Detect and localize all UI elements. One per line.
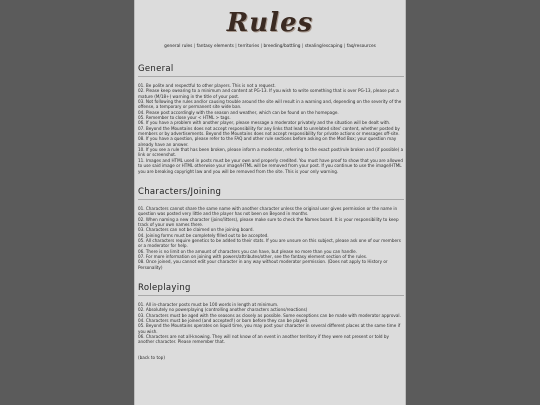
rules-nav	[139, 44, 401, 49]
rule-item: 04. Characters must be joined (and accepted!) or born before they can be played.	[138, 318, 309, 323]
nav-faq-resources[interactable]: faq/resources	[346, 44, 376, 49]
section-divider	[138, 76, 404, 77]
rule-item: 06. Characters are not all-knowing. They will not know of an event in another territory if they were not present or told by another character. Please remember that.	[138, 334, 389, 345]
rule-item: 03. Characters must be aged with the seasons as closely as possible. Some exceptions can be made with moderator approval.	[138, 312, 401, 318]
rule-item: 11. Images and HTML used in posts must be your own and properly credited. You must have proof to show that you are allowed to use said image or HTML otherwise your image/HTML will be removed from your post. If you continue to use the image/HTML you are breaking copyright law and you will be removed from the site. This is your only warning.	[138, 157, 403, 174]
section-roleplaying	[138, 281, 404, 345]
nav-stealing-escaping[interactable]: stealing/escaping	[304, 44, 343, 49]
rule-item: 08. If you have a question, please refer to the FAQ and other rule sections before asking on the Mod Box; your question may already have an answer.	[138, 136, 397, 147]
rule-item: 02. When naming a new character (joins/litters), please make sure to check the Names board. It is your responsibility to keep track of your own names there.	[138, 216, 399, 227]
section-title-general: General	[138, 64, 174, 74]
rule-item: 01. All in-character posts must be 100 words in length at minimum.	[138, 301, 279, 307]
section-characters-joining	[138, 185, 404, 270]
rule-item: 01. Characters cannot share the same name with another character unless the original user gives permission or the name in question was posted very little and the player has not been on Beyond in months.	[138, 205, 398, 217]
rule-item: 07. Beyond the Mountains does not accept responsibility for any links that lead to unrelated sites' content, whether posted by members or by advertisements. Beyond the Mountains does not accept responsibility for private actions or messages off-site.	[138, 125, 400, 137]
rule-item: 01. Be polite and respectful to other players. This is not a request.	[138, 83, 276, 88]
rule-item: 06. There is no limit on the amount of characters you can have, but please no more than you can handle.	[138, 248, 357, 254]
rule-item: 10. If you see a rule that has been broken, please inform a moderator, referring to the exact post/rule broken and (if possible) a link or screenshot.	[138, 147, 404, 158]
nav-general-rules[interactable]: general rules	[164, 44, 193, 49]
rule-item: 06. If you have a problem with another player, please message a moderator privately and the situation will be dealt with.	[138, 120, 391, 126]
nav-separator: |	[193, 44, 196, 49]
nav-separator: |	[235, 44, 237, 49]
rule-item: 05. Remember to close your < HTML > tags.	[138, 115, 231, 121]
section-divider	[138, 295, 404, 296]
rule-item: 08. Once joined, you cannot edit your character in any way without moderator permission. (Does not apply to History or Personality)	[138, 259, 388, 270]
back-to-top-link[interactable]: (back to top)	[138, 354, 165, 360]
rule-item: 04. Joining forms must be completely filled out to be accepted.	[138, 232, 269, 238]
section-title-characters-joining: Characters/Joining	[138, 186, 222, 197]
rule-item: 04. Please post accordingly with the season and weather, which can be found on the homepage.	[138, 109, 339, 115]
rule-item: 07. For more information on joining with powers/attributes/other, see the fantasy element section of the rules.	[138, 253, 368, 259]
section-general	[138, 62, 404, 174]
rule-item: 02. Absolutely no powerplaying (controlling another characters actions/reactions)	[138, 307, 308, 313]
nav-separator: |	[301, 44, 304, 49]
nav-breeding-battling[interactable]: breeding/battling	[263, 44, 301, 49]
rule-item: 05. All characters require genetics to be added to their stats. If you are unsure on this subject, please ask one of our members or a moderator for help.	[138, 237, 401, 249]
nav-fantasy-elements[interactable]: fantasy elements	[196, 44, 234, 49]
rule-item: 03. Not following the rules and/or causing trouble around the site will result in a warning and, depending on the severity of the offense, a temporary or permanent site wide ban.	[138, 99, 402, 110]
rule-item: 05. Beyond the Mountains operates on liquid time, you may post your character in several different places at the same time if you wish.	[138, 323, 401, 334]
nav-territories[interactable]: territories	[238, 44, 260, 49]
section-divider	[138, 199, 404, 200]
rule-item: 03. Characters can not be claimed on the joining board.	[138, 227, 254, 233]
rule-item: 02. Please keep swearing to a minimum and content at PG-13. If you wish to write something that is over PG-13, please put a mature (M/18+) warning in the title of your post.	[138, 88, 399, 99]
nav-separator: |	[260, 44, 263, 49]
rules-logo: Rules	[226, 8, 314, 38]
rules-page	[134, 0, 406, 405]
nav-separator: |	[343, 44, 346, 49]
section-title-roleplaying: Roleplaying	[138, 282, 191, 293]
